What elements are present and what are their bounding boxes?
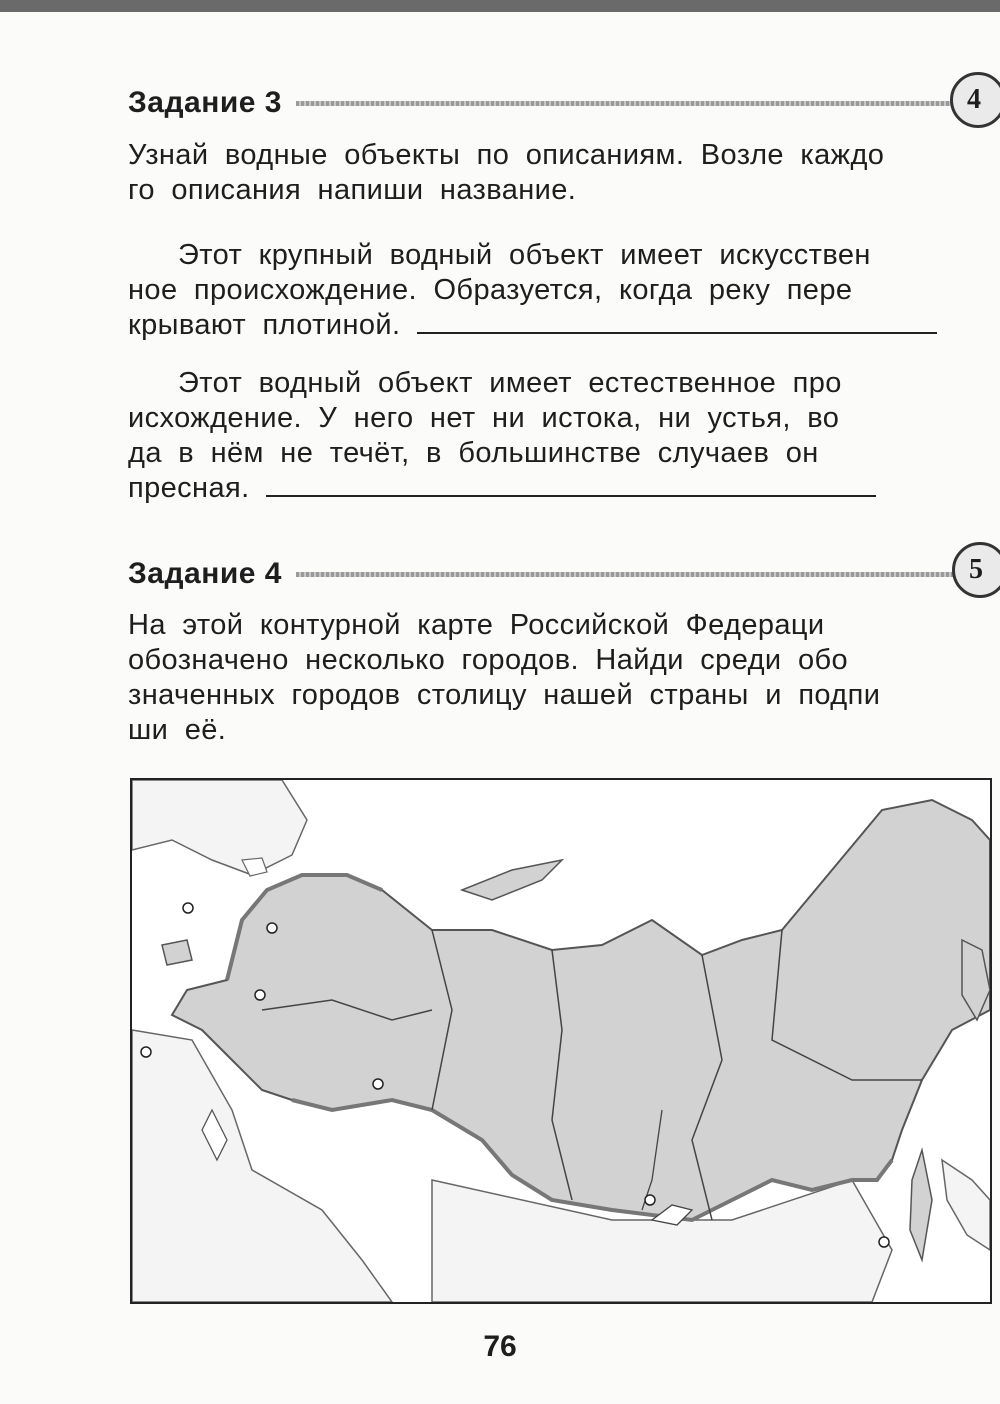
task3-item2-description: Этот водный объект имеет естественное про исхождение. У него нет ни истока, ни устья, во да в нём не течёт, в большинстве случаев он пресная. [128, 366, 992, 506]
city-marker[interactable] [645, 1195, 655, 1205]
task3-intro: Узнай водные объекты по описаниям. Возле каждо го описания напиши название. [128, 139, 885, 206]
task4-score-badge: 5 [952, 542, 1000, 598]
kaliningrad-region [162, 940, 192, 965]
city-marker[interactable] [373, 1079, 383, 1089]
task3-item1-description: Этот крупный водный объект имеет искусствен ное происхождение. Образуется, когда реку пере крывают плотиной. [128, 238, 992, 343]
city-marker[interactable] [183, 903, 193, 913]
contour-map-svg [132, 780, 990, 1302]
japan-land [942, 1160, 990, 1250]
russia-territory [172, 800, 990, 1220]
task4-title: Задание 4 [128, 557, 282, 590]
task3-header-rule [296, 101, 1000, 106]
task4-header [128, 557, 1000, 591]
scandinavia-land [132, 780, 307, 875]
sakhalin-island [910, 1150, 932, 1260]
task3-title: Задание 3 [128, 86, 282, 119]
task3-header [128, 86, 1000, 120]
task3-score-badge: 4 [950, 72, 1000, 128]
top-edge-rule [0, 0, 1000, 12]
city-marker[interactable] [255, 990, 265, 1000]
task3-item1-answer-line[interactable] [417, 312, 937, 334]
novaya-zemlya [462, 860, 562, 900]
contour-map-russia [130, 778, 992, 1304]
task3-item2-answer-line[interactable] [266, 475, 876, 497]
city-marker[interactable] [267, 923, 277, 933]
city-marker[interactable] [141, 1047, 151, 1057]
task4-header-rule [296, 572, 1000, 577]
city-marker[interactable] [879, 1237, 889, 1247]
page-number: 76 [483, 1330, 517, 1363]
task4-instructions: На этой контурной карте Российской Федераци обозначено несколько городов. Найди среди обо значенных городов столицу нашей страны и подпи ши её. [128, 609, 881, 746]
